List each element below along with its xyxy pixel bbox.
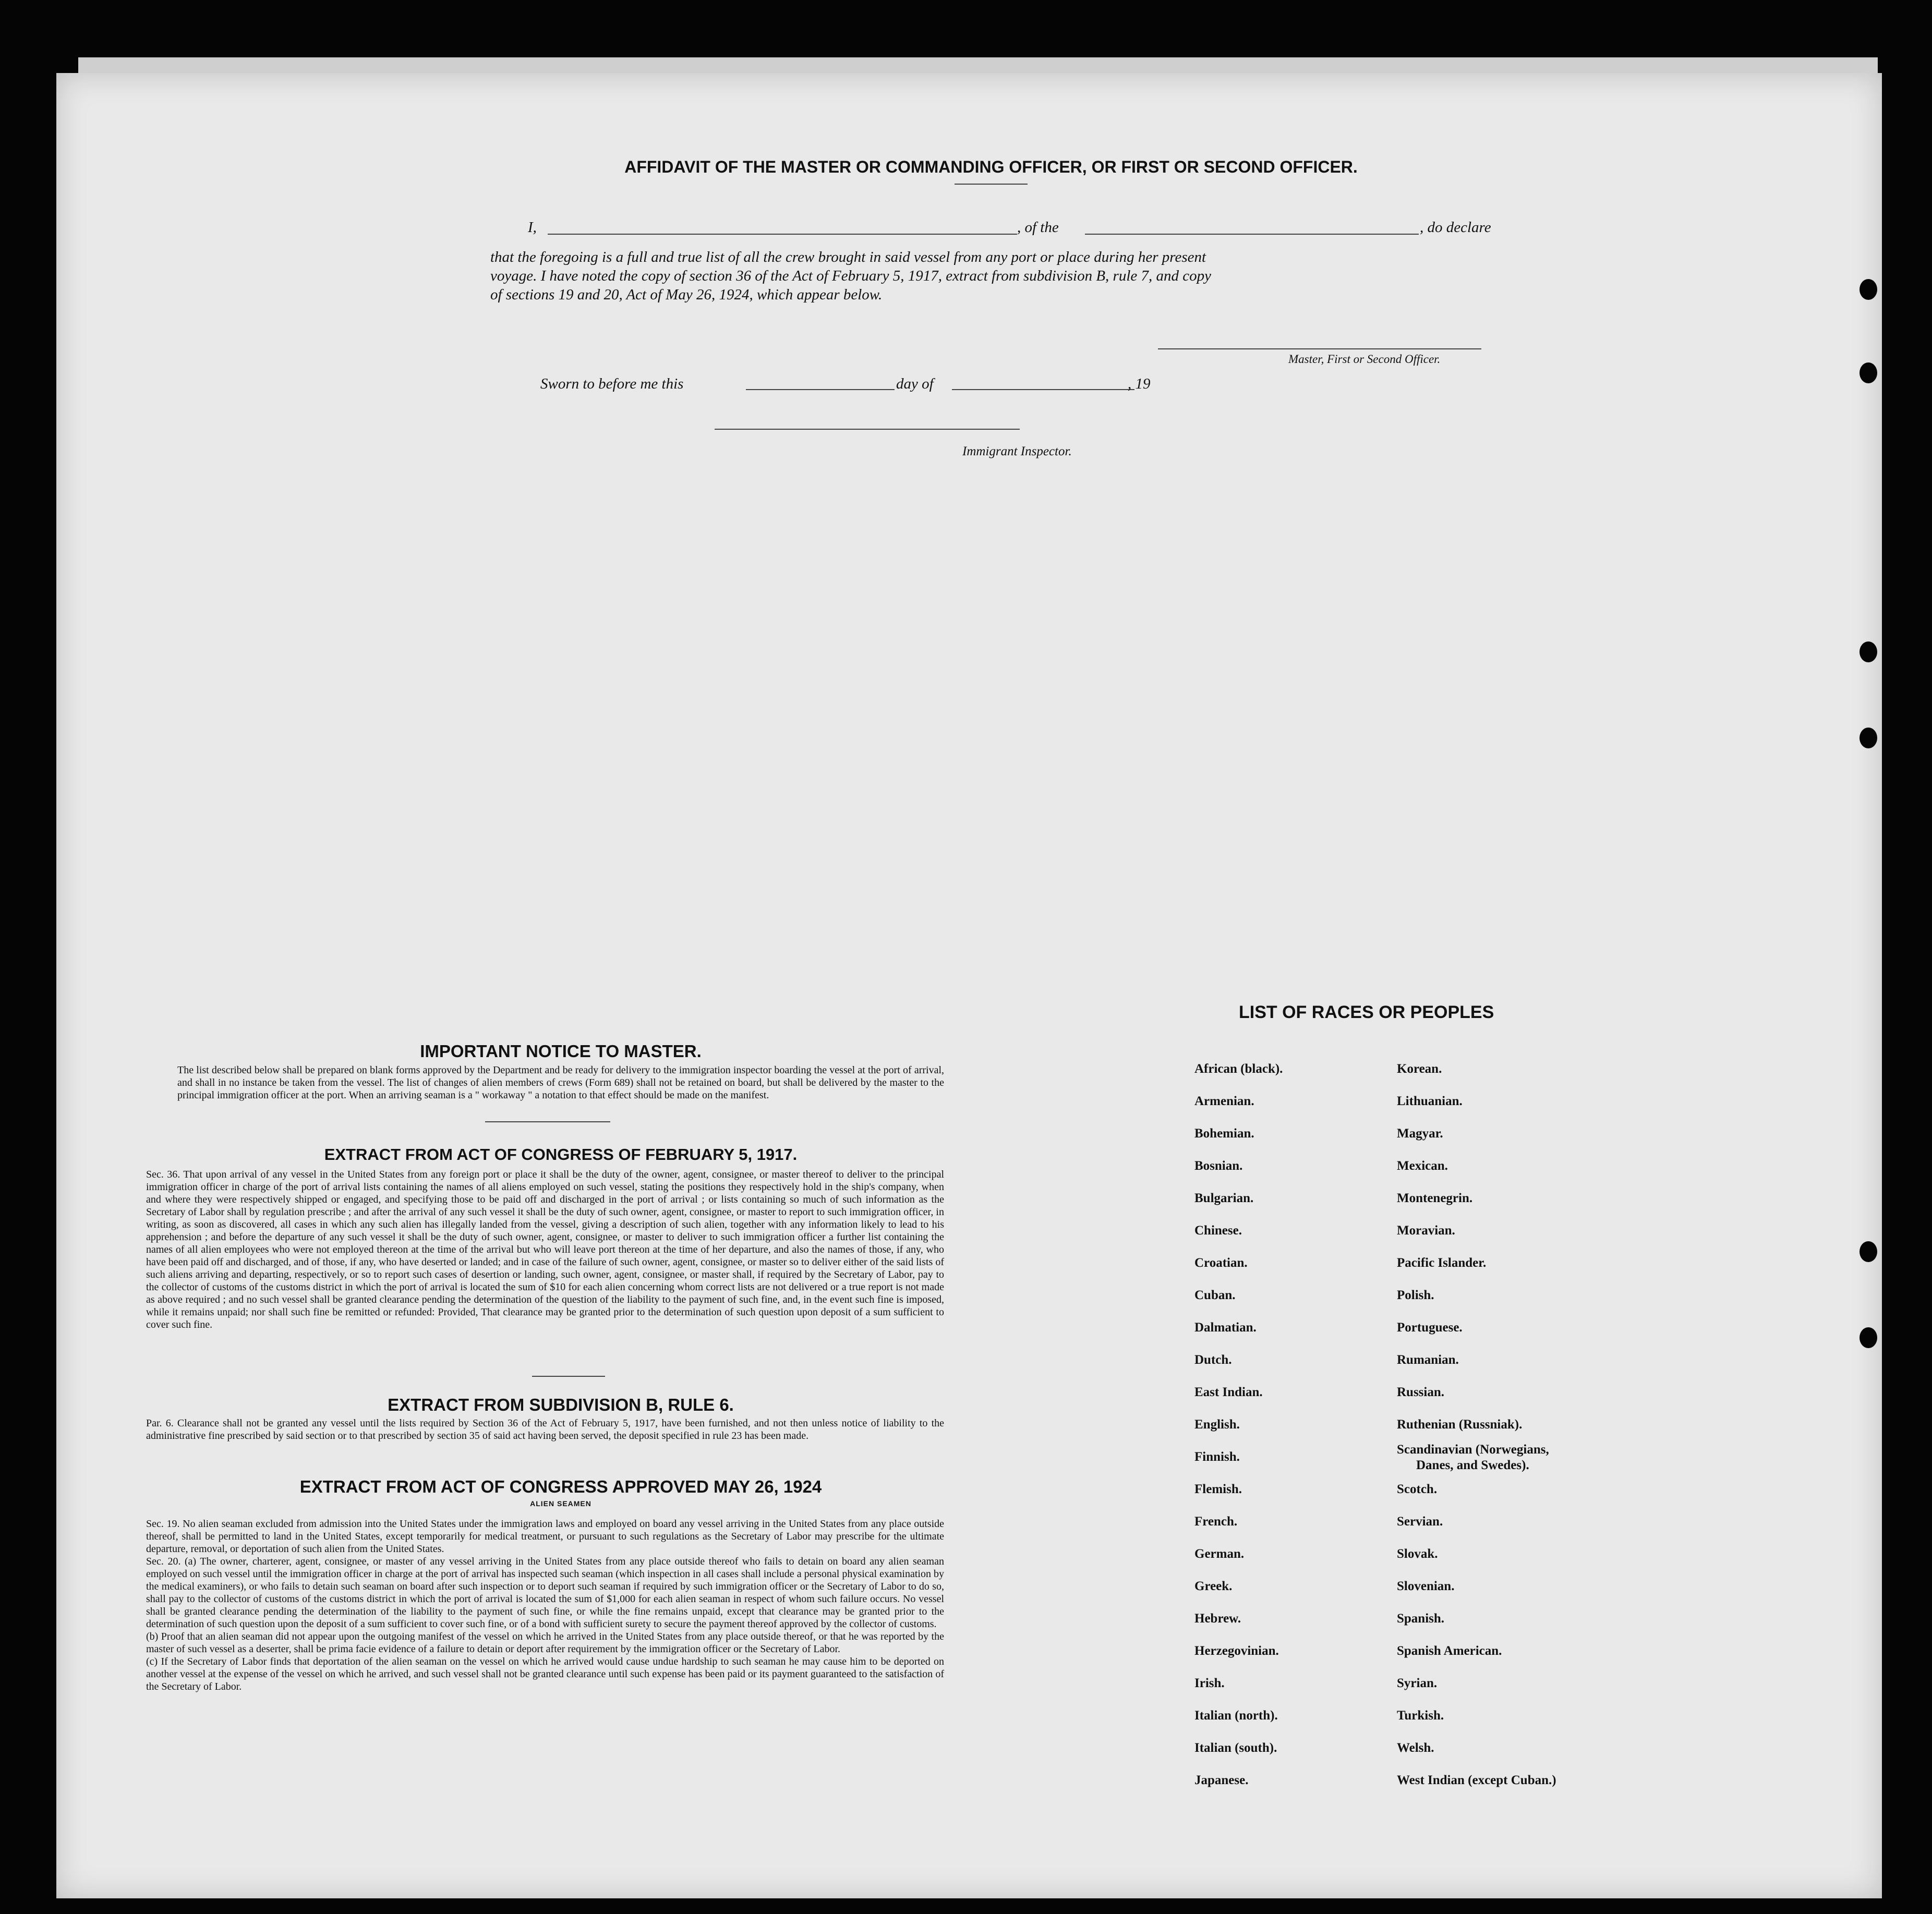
section-rule (485, 1121, 610, 1122)
race-right-item: West Indian (except Cuban.) (1397, 1773, 1556, 1787)
punch-hole (1859, 279, 1877, 300)
race-left-item: Italian (south). (1194, 1741, 1277, 1755)
extract-1924-title: EXTRACT FROM ACT OF CONGRESS APPROVED MAY 26, 1924 (299, 1477, 822, 1496)
sworn-label: Sworn to before me this (540, 375, 684, 392)
race-right-item: Spanish. (1397, 1612, 1445, 1626)
race-right-item: Russian. (1397, 1385, 1445, 1399)
race-left-item: Greek. (1194, 1579, 1233, 1593)
name-field-line[interactable] (548, 234, 1017, 235)
notice-text: The list described below shall be prepared on blank forms approved by the Department and be ready for delivery to the immigration inspector boarding the vessel at the port of arrival, and shall in no instance be taken from the vessel. The list of changes of alien members of crews (Form 689) shall not be retained on board, but shall be delivered by the master to the principal immigration officer at the port. When an arriving seaman is a " workaway " a notation to that effect should be made on the manifest. (177, 1064, 944, 1101)
notice-title: IMPORTANT NOTICE TO MASTER. (420, 1041, 702, 1061)
race-left-item: Finnish. (1194, 1450, 1240, 1464)
inspector-signature-line[interactable] (715, 429, 1020, 430)
extract-1917-text: Sec. 36. That upon arrival of any vessel in the United States from any foreign port or place it shall be the duty of the owner, agent, consignee, or master thereof to deliver to the principal immigration officer in charge of the port of arrival lists containing the names of all aliens employed on such vessel, stating the positions they respectively hold in the ship's company, when and where they were respectively shipped or engaged, and specifying those to be paid off and discharged in the port of arrival ; or lists containing so much of such information as the Secretary of Labor shall by regulation prescribe ; and after the arrival of any such vessel it shall be the duty of such owner, agent, consignee, or master to report to such immigration officer, in writing, as soon as discovered, all cases in which any such alien has illegally landed from the vessel, giving a description of such alien, together with any information likely to lead to his apprehension ; and before the departure of any such vessel it shall be the duty of such owner, agent, consignee, or master to deliver to such immigration officer a further list containing the names of all alien employees who were not employed thereon at the time of the arrival but who will leave port thereon at the time of her departure, and also the names of those, if any, who have been paid off and discharged, and of those, if any, who have deserted or landed; and in case of the failure of such owner, agent, consignee, or master so to deliver either of the said lists of such aliens arriving and departing, respectively, or so to report such cases of desertion or landing, such owner, agent, consignee, or master shall, if required by the Secretary of Labor, pay to the collector of customs of the customs district in which the port of arrival is located the sum of $10 for each alien concerning whom correct lists are not delivered or a true report is not made as above required ; and no such vessel shall be granted clearance pending the determination of the question of the liability to the payment of such fine, and, in the event such fine is imposed, while it remains unpaid; nor shall such fine be remitted or refunded: Provided, That clearance may be granted prior to the determination of such question upon deposit of a sum sufficient to cover such fine. (146, 1169, 944, 1330)
punch-hole (1859, 1327, 1877, 1348)
race-left-item: Dalmatian. (1194, 1321, 1257, 1335)
race-right-item: Polish. (1397, 1288, 1434, 1302)
race-left-item: East Indian. (1194, 1385, 1263, 1399)
sworn-day-line[interactable] (746, 389, 895, 390)
affidavit-text-line-1: that the foregoing is a full and true list of all the crew brought in said vessel from any port or place during her present (490, 249, 1206, 265)
title-rule (955, 184, 1028, 185)
race-left-item: Irish. (1194, 1676, 1225, 1690)
punch-hole (1859, 641, 1877, 662)
affidavit-i-label: I, (528, 219, 537, 236)
race-right-item: Slovenian. (1397, 1579, 1455, 1593)
race-right-item: Moravian. (1397, 1223, 1455, 1238)
master-label: Master, First or Second Officer. (1288, 353, 1441, 366)
race-left-item: French. (1194, 1515, 1238, 1529)
affidavit-declare-label: , do declare (1420, 219, 1491, 236)
race-left-item: Chinese. (1194, 1223, 1242, 1238)
year-label: , 19 (1128, 375, 1151, 392)
race-right-item: Danes, and Swedes). (1416, 1458, 1529, 1472)
race-left-item: Hebrew. (1194, 1612, 1241, 1626)
extract-rule6-text: Par. 6. Clearance shall not be granted any vessel until the lists required by Section 36 of the Act of February 5, 1917, have been furnished, and not then unless notice of liability to the administrative fine prescribed by said section or to that prescribed by section 35 of said act having been served, the deposit specified in rule 23 has been made. (146, 1418, 944, 1441)
affidavit-title: AFFIDAVIT OF THE MASTER OR COMMANDING OFFICER, OR FIRST OR SECOND OFFICER. (624, 158, 1358, 176)
race-right-item: Ruthenian (Russniak). (1397, 1418, 1523, 1432)
race-left-item: Croatian. (1194, 1256, 1248, 1270)
race-left-item: Japanese. (1194, 1773, 1249, 1787)
race-left-item: English. (1194, 1418, 1240, 1432)
race-left-item: Cuban. (1194, 1288, 1236, 1302)
race-right-item: Portuguese. (1397, 1321, 1463, 1335)
punch-hole (1859, 362, 1877, 383)
races-title: LIST OF RACES OR PEOPLES (1239, 1002, 1494, 1022)
race-left-item: German. (1194, 1547, 1245, 1561)
punch-hole (1859, 728, 1877, 748)
extract-1917-title: EXTRACT FROM ACT OF CONGRESS OF FEBRUARY 5, 1917. (324, 1145, 798, 1164)
extract-1924-sec20c: (c) If the Secretary of Labor finds that deportation of the alien seaman on the vessel on which he arrived would cause undue hardship to such seaman he may cause him to be deported on another vessel at the expense of the vessel on which he arrived, and such vessel shall not be granted clearance until such expense has been paid or its payment guaranteed to the satisfaction of the Secretary of Labor. (146, 1656, 944, 1692)
inspector-label: Immigrant Inspector. (962, 444, 1072, 458)
race-right-item: Korean. (1397, 1062, 1442, 1076)
race-right-item: Scandinavian (Norwegians, (1397, 1443, 1549, 1457)
extract-1924-sec19: Sec. 19. No alien seaman excluded from admission into the United States under the immigration laws and employed on board any vessel arriving in the United States from any place outside thereof, shall be permitted to land in the United States, except temporarily for medical treatment, or pursuant to such regulations as the Secretary of Labor may prescribe for the ultimate departure, removal, or deportation of such alien from the United States. (146, 1518, 944, 1555)
race-right-item: Montenegrin. (1397, 1191, 1473, 1205)
race-right-item: Welsh. (1397, 1741, 1434, 1755)
race-right-item: Scotch. (1397, 1482, 1438, 1496)
affidavit-of-the-label: , of the (1017, 219, 1059, 236)
affidavit-text-line-3: of sections 19 and 20, Act of May 26, 1924, which appear below. (490, 286, 883, 303)
race-left-item: Armenian. (1194, 1094, 1254, 1108)
race-right-item: Magyar. (1397, 1126, 1443, 1141)
vessel-field-line[interactable] (1085, 234, 1419, 235)
race-right-item: Lithuanian. (1397, 1094, 1463, 1108)
extract-1924-sec20a: Sec. 20. (a) The owner, charterer, agent, consignee, or master of any vessel arriving in the United States from any place outside thereof who fails to detain on board any alien seaman employed on such vessel until the immigration officer in charge at the port of arrival has inspected such seaman (which inspection in all cases shall include a personal physical examination by the medical examiners), or who fails to detain such seaman on board after such inspection or to deport such seaman if required by such immigration officer or the Secretary of Labor to do so, shall pay to the collector of customs of the customs district in which the port of arrival is located the sum of $1,000 for each alien seaman in respect of whom such failure occurs. No vessel shall be granted clearance pending the determination of the liability to the payment of such fine, or while the fine remains unpaid, except that clearance may be granted prior to the determination of such question upon the deposit of a sum sufficient to cover such fine, or of a bond with sufficient surety to secure the payment thereof approved by the collector of customs. (146, 1556, 944, 1630)
day-of-label: day of (896, 375, 934, 392)
race-right-item: Slovak. (1397, 1547, 1438, 1561)
punch-hole (1859, 1241, 1877, 1262)
race-left-item: Dutch. (1194, 1353, 1232, 1367)
race-left-item: Italian (north). (1194, 1709, 1278, 1723)
extract-1924-subtitle: ALIEN SEAMEN (530, 1499, 591, 1508)
race-left-item: Bosnian. (1194, 1159, 1243, 1173)
race-right-item: Syrian. (1397, 1676, 1438, 1690)
race-left-item: Flemish. (1194, 1482, 1242, 1496)
race-right-item: Mexican. (1397, 1159, 1448, 1173)
race-right-item: Pacific Islander. (1397, 1256, 1487, 1270)
race-left-item: African (black). (1194, 1062, 1283, 1076)
affidavit-text-line-2: voyage. I have noted the copy of section 36 of the Act of February 5, 1917, extract from subdivision B, rule 7, and copy (490, 268, 1212, 284)
master-signature-line[interactable] (1158, 348, 1481, 349)
race-left-item: Bulgarian. (1194, 1191, 1254, 1205)
race-right-item: Spanish American. (1397, 1644, 1502, 1658)
sworn-month-line[interactable] (952, 389, 1134, 390)
extract-1924-sec20b: (b) Proof that an alien seaman did not appear upon the outgoing manifest of the vessel on which he arrived in the United States from any place outside thereof, or that he was reported by the master of such vessel as a deserter, shall be prima facie evidence of a failure to detain or deport after requirement by the immigration officer or the Secretary of Labor. (146, 1631, 944, 1655)
section-rule (532, 1376, 605, 1377)
race-right-item: Rumanian. (1397, 1353, 1459, 1367)
race-right-item: Servian. (1397, 1515, 1443, 1529)
race-left-item: Bohemian. (1194, 1126, 1254, 1141)
race-right-item: Turkish. (1397, 1709, 1444, 1723)
extract-rule6-title: EXTRACT FROM SUBDIVISION B, RULE 6. (388, 1395, 734, 1414)
race-left-item: Herzegovinian. (1194, 1644, 1279, 1658)
